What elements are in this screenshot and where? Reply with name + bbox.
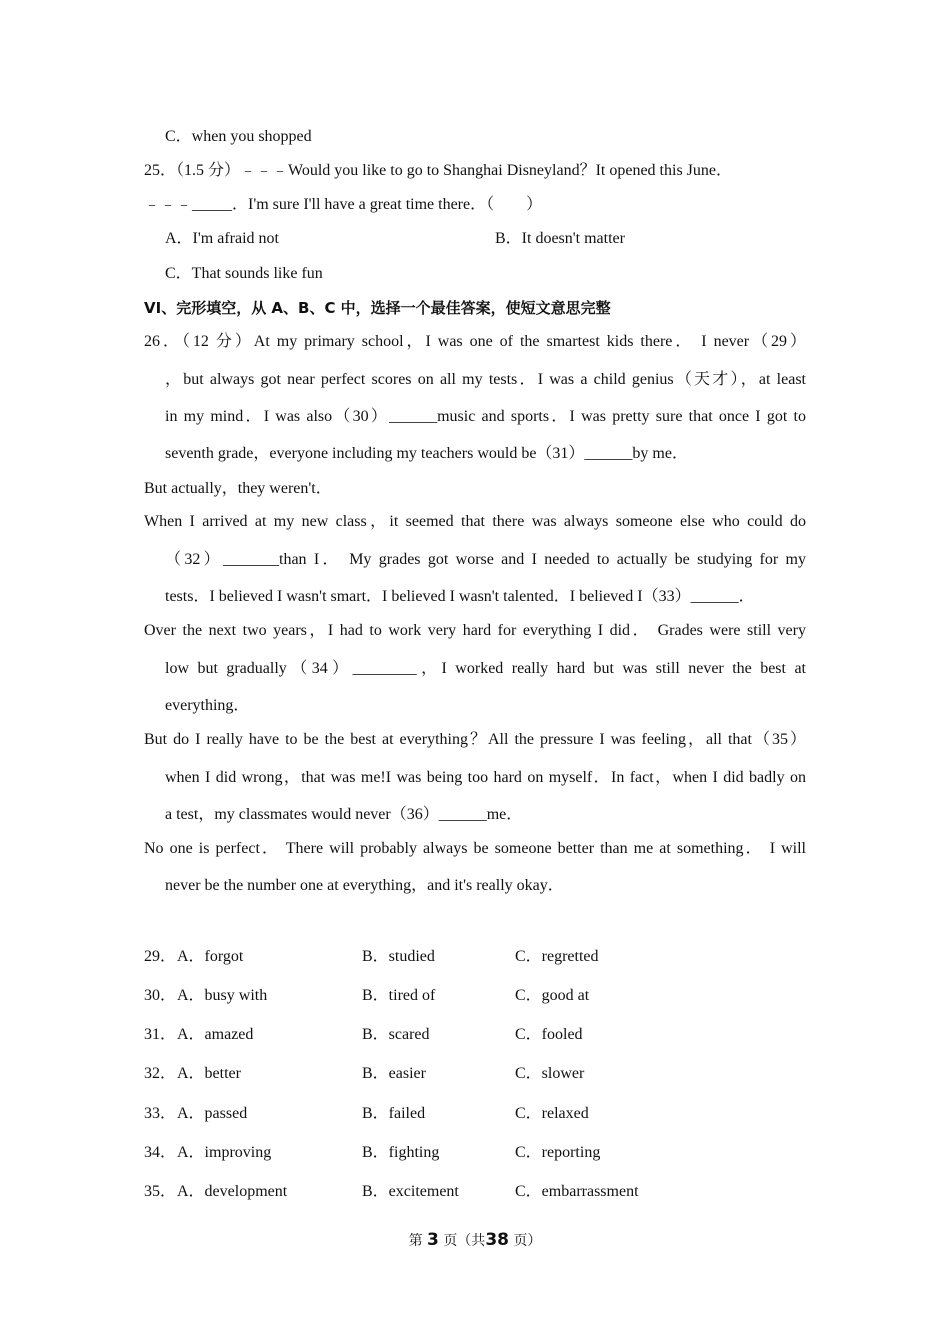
choice-c: C．slower: [515, 1065, 585, 1082]
choice-c: C．embarrassment: [515, 1183, 639, 1200]
q24-option-c: C．when you shopped: [165, 128, 312, 145]
choice-b: B．scared: [362, 1026, 430, 1043]
q25-option-b: B．It doesn't matter: [495, 230, 625, 247]
q26-line-14: a test，my classmates would never（36）______me．: [165, 806, 523, 823]
choice-c: C．reporting: [515, 1144, 601, 1161]
q26-line-15: No one is perfect． There will probably always be someone better than me at something． I will: [144, 840, 806, 857]
q25-option-a: A．I'm afraid not: [165, 230, 279, 247]
footer-page-number: 3: [427, 1230, 439, 1250]
footer-total-pages: 38: [485, 1230, 509, 1250]
q26-line-11: everything．: [165, 697, 250, 714]
q26-line-2: ，but always got near perfect scores on all my tests．I was a child genius（天才），at least: [165, 371, 806, 388]
choice-a: A．forgot: [177, 948, 244, 965]
q26-line-5: But actually，they weren't．: [144, 480, 332, 497]
choice-number: 34．: [144, 1144, 177, 1161]
q26-line-7: （32）_______than I． My grades got worse and I needed to actually be studying for my: [165, 551, 806, 568]
choice-number: 30．: [144, 987, 177, 1004]
q26-line-4: seventh grade，everyone including my teachers would be（31）______by me．: [165, 445, 688, 462]
choice-number: 33．: [144, 1105, 177, 1122]
choice-a: A．improving: [177, 1144, 272, 1161]
choice-a: A．better: [177, 1065, 241, 1082]
page-footer: [0, 1230, 950, 1251]
section-vi-heading: VI、完形填空，从 A、B、C 中，选择一个最佳答案，使短文意思完整: [144, 299, 611, 317]
q26-line-13: when I did wrong，that was me!I was being too hard on myself．In fact，when I did badly on: [165, 769, 806, 786]
q25-reply: ﹣﹣﹣_____．I'm sure I'll have a great time there．（ ）: [144, 196, 543, 213]
q26-line-1: 26．（12 分）At my primary school，I was one of the smartest kids there． I never（29）: [144, 333, 806, 350]
footer-pre: 第: [408, 1233, 423, 1249]
q25-option-c: C．That sounds like fun: [165, 265, 323, 282]
choice-c: C．good at: [515, 987, 590, 1004]
choice-c: C．fooled: [515, 1026, 583, 1043]
choice-a: A．passed: [177, 1105, 248, 1122]
choice-a: A．development: [177, 1183, 288, 1200]
choice-b: B．excitement: [362, 1183, 459, 1200]
choice-c: C．relaxed: [515, 1105, 589, 1122]
choice-a: A．busy with: [177, 987, 268, 1004]
choice-number: 35．: [144, 1183, 177, 1200]
choice-number: 29．: [144, 948, 177, 965]
choice-b: B．tired of: [362, 987, 436, 1004]
choice-b: B．fighting: [362, 1144, 440, 1161]
q26-line-6: When I arrived at my new class，it seemed that there was always someone else who could do: [144, 513, 806, 530]
footer-mid: 页（共: [443, 1233, 486, 1249]
q26-line-3: in my mind．I was also（30）______music and sports．I was pretty sure that once I got to: [165, 408, 806, 425]
choice-b: B．failed: [362, 1105, 426, 1122]
q26-line-12: But do I really have to be the best at everything？All the pressure I was feeling，all that（35）: [144, 731, 806, 748]
choice-b: B．studied: [362, 948, 435, 965]
footer-post: 页）: [513, 1233, 542, 1249]
choice-b: B．easier: [362, 1065, 426, 1082]
choice-number: 32．: [144, 1065, 177, 1082]
q26-line-10: low but gradually（34）________，I worked really hard but was still never the best at: [165, 660, 806, 677]
q26-line-16: never be the number one at everything，and it's really okay．: [165, 877, 564, 894]
q26-line-9: Over the next two years，I had to work very hard for everything I did． Grades were still very: [144, 622, 806, 639]
choice-a: A．amazed: [177, 1026, 254, 1043]
q25-stem: 25．（1.5 分）﹣﹣﹣Would you like to go to Shanghai Disneyland？It opened this June．: [144, 162, 732, 179]
choice-number: 31．: [144, 1026, 177, 1043]
q26-line-8: tests．I believed I wasn't smart．I believed I wasn't talented．I believed I（33）______．: [165, 588, 755, 605]
choice-c: C．regretted: [515, 948, 599, 965]
